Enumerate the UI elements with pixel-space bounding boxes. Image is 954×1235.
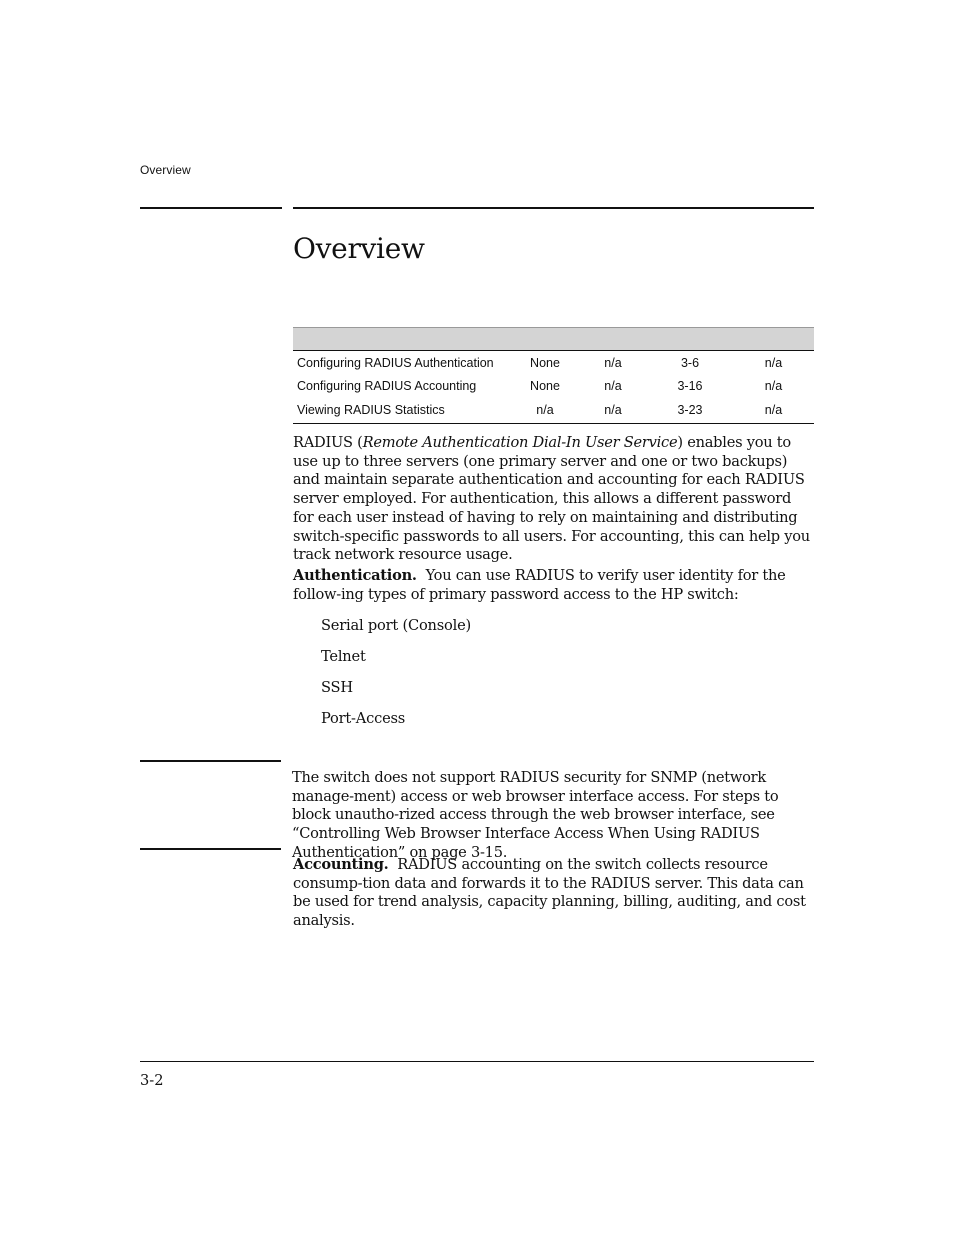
table-header-cell [733,328,814,351]
table-cell: None [530,378,560,393]
table-row [293,397,814,424]
accounting-heading: Accounting. [293,856,389,873]
table-cell: n/a [579,397,647,424]
table-cell: n/a [604,355,622,370]
table-header-row [293,328,814,351]
table-header-cell [647,328,733,351]
list-item: Port-Access [321,710,406,727]
footer-rule [140,1061,814,1062]
table-row [293,374,814,397]
intro-rest: ) enables you to use up to three servers (one primary server and one or two backups) and maintain separate authentication and accounting for each RADIUS server employed. For authentication, this allows a different password for each user instead of having to rely on maintaining and distributing switch-specific passwords to all users. For accounting, this can help you track network resource usage. [293,434,810,564]
table-header-cell [511,328,579,351]
note-paragraph: The switch does not support RADIUS security for SNMP (network manage-ment) access or web browser interface access. For steps to block unautho-rized access through the web browser interface, see “Controlling Web Browser Interface Access When Using RADIUS Authentication” on page 3-15. [292,769,779,861]
table-cell: n/a [604,378,622,393]
table-cell-name: Configuring RADIUS Accounting [297,378,477,393]
table-cell: 3-6 [680,355,700,370]
note-rule-bottom [140,848,281,850]
table-cell: None [530,355,560,370]
table-header-cell [579,328,647,351]
list-item: Serial port (Console) [321,617,472,634]
intro-italic-term: Remote Authentication Dial-In User Service [362,434,678,451]
table-cell: n/a [733,397,814,424]
table-cell-name: Configuring RADIUS Authentication [297,355,494,370]
table-cell-name: Viewing RADIUS Statistics [293,397,511,424]
accounting-paragraph [293,856,814,931]
intro-paragraph [293,434,814,565]
intro-lead: RADIUS ( [293,434,363,451]
table-cell: 3-23 [647,397,733,424]
header-rule-right [293,207,814,209]
table-cell: n/a [511,397,579,424]
table-cell: n/a [764,355,783,370]
list-item: SSH [321,679,353,696]
header-rule-left [140,207,282,209]
table-header-cell [293,328,511,351]
running-head: Overview [140,163,191,177]
note-rule-top [140,760,281,762]
table-cell: n/a [764,378,783,393]
table-row [293,351,814,375]
table-cell: 3-16 [677,378,703,393]
authentication-heading: Authentication. [293,567,417,584]
accounting-text: RADIUS accounting on the switch collects resource consump-tion data and forwards it to the RADIUS server. This data can be used for trend analysis, capacity planning, billing, auditing, and cost analysis. [293,856,806,930]
list-item: Telnet [321,648,366,665]
page-number: 3-2 [140,1072,164,1089]
authentication-text: You can use RADIUS to verify user identity for the follow-ing types of primary password access to the HP switch: [293,567,786,603]
page-title: Overview [293,232,425,265]
summary-table [293,327,814,424]
authentication-paragraph [293,567,814,604]
